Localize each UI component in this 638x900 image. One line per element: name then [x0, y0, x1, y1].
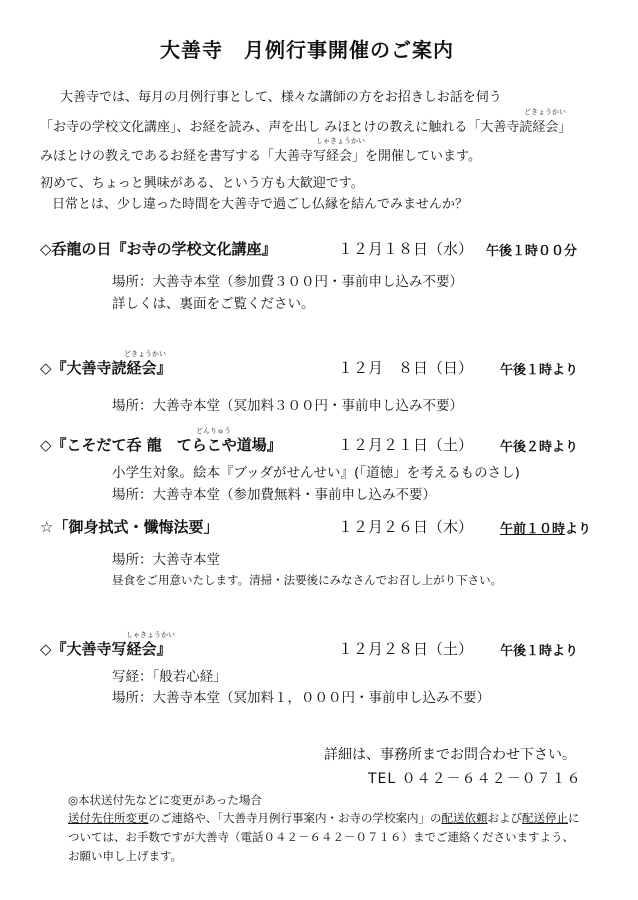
- event-4-detail-1: 場所：大善寺本堂: [112, 552, 220, 568]
- intro-line-5: 日常とは、少し違った時間を大善寺で過ごし仏縁を結んでみませんか？: [52, 197, 469, 212]
- ruby-shakyokai-intro: しゃきょうかい: [316, 137, 365, 145]
- event-2-detail-1: 場所：大善寺本堂（冥加料３００円・事前申し込み不要）: [112, 398, 463, 414]
- event-4-time: [500, 518, 591, 537]
- event-4-time-suffix: より: [565, 522, 592, 537]
- event-4-time-underlined: 午前１０時: [500, 522, 566, 537]
- intro-line-4: 初めて、ちょっと興味がある、という方も大歓迎です。: [40, 176, 364, 191]
- event-1-detail-2: 詳しくは、裏面をご覧ください。: [112, 296, 315, 312]
- notice-line-3: ついては、お手数ですが大善寺（電話０４２－６４２－０７１６）までご連絡くださいますよう、: [68, 830, 574, 844]
- event-4-name: ☆「御身拭式・懺悔法要」: [40, 518, 219, 536]
- event-5-detail-2: 場所：大善寺本堂（冥加料１，０００円・事前申し込み不要）: [112, 690, 490, 706]
- event-5-name: ◇『大善寺写経会』: [40, 640, 172, 658]
- notice-line-2: [68, 810, 580, 826]
- notice-underline-address-change: 送付先住所変更: [68, 811, 149, 825]
- event-3-ruby: どんりゅう: [196, 427, 231, 435]
- event-3-name: ◇『こそだて呑 龍 てらこや道場』: [40, 436, 282, 454]
- notice-underline-delivery-stop: 配送停止: [522, 811, 569, 825]
- ruby-dokyokai-intro: どきょうかい: [524, 108, 566, 116]
- event-1-name: ◇呑龍の日『お寺の学校文化講座』: [40, 240, 277, 258]
- event-2-ruby: どきょうかい: [124, 350, 166, 358]
- event-2-date: １２月 ８日（日）: [338, 359, 474, 377]
- event-4-detail-2: 昼食をご用意いたします。清掃・法要後にみなさんでお召し上がり下さい。: [112, 573, 503, 587]
- notice-text-b: および: [487, 811, 523, 825]
- notice-underline-delivery-request: 配送依頼: [441, 811, 488, 825]
- event-2-time: 午後１時より: [500, 363, 579, 378]
- page-title: 大善寺 月例行事開催のご案内: [160, 38, 454, 62]
- event-3-time: 午後２時より: [500, 440, 579, 455]
- event-3-detail-2: 場所：大善寺本堂（参加費無料・事前申し込み不要）: [112, 487, 436, 503]
- notice-text-c: に: [568, 811, 580, 825]
- event-1-time: 午後１時００分: [486, 244, 578, 259]
- notice-line-4: お願い申し上げます。: [68, 849, 183, 863]
- intro-line-3: みほとけの教えであるお経を書写する「大善寺写経会」を開催しています。: [40, 149, 481, 164]
- intro-line-1: 大善寺では、毎月の月例行事として、様々な講師の方をお招きしお話を伺う: [60, 90, 502, 105]
- intro-line-2: 「お寺の学校文化講座」、お経を読み、声を出し みほとけの教えに触れる「大善寺読経会」: [40, 120, 572, 135]
- event-5-detail-1: 写経：「般若心経」: [112, 669, 227, 685]
- event-5-time: 午後１時より: [500, 644, 579, 659]
- notice-line-1: ◎本状送付先などに変更があった場合: [68, 793, 262, 807]
- event-4-date: １２月２６日（木）: [338, 518, 474, 536]
- event-3-detail-1: 小学生対象。絵本『ブッダがせんせい』(「道徳」を考えるものさし): [112, 465, 520, 481]
- contact-tel: TEL ０４２－６４２－０７１６: [368, 771, 582, 787]
- event-3-date: １２月２１日（土）: [338, 436, 474, 454]
- event-5-date: １２月２８日（土）: [338, 640, 474, 658]
- event-1-detail-1: 場所：大善寺本堂（参加費３００円・事前申し込み不要）: [112, 274, 463, 290]
- notice-text-a: のご連絡や、「大善寺月例行事案内・お寺の学校案内」の: [148, 811, 442, 825]
- contact-line: 詳細は、事務所までお問合わせ下さい。: [324, 747, 576, 763]
- event-1-date: １２月１８日（水）: [338, 240, 474, 258]
- event-2-name: ◇『大善寺読経会』: [40, 359, 172, 377]
- event-5-ruby: しゃきょうかい: [126, 631, 175, 639]
